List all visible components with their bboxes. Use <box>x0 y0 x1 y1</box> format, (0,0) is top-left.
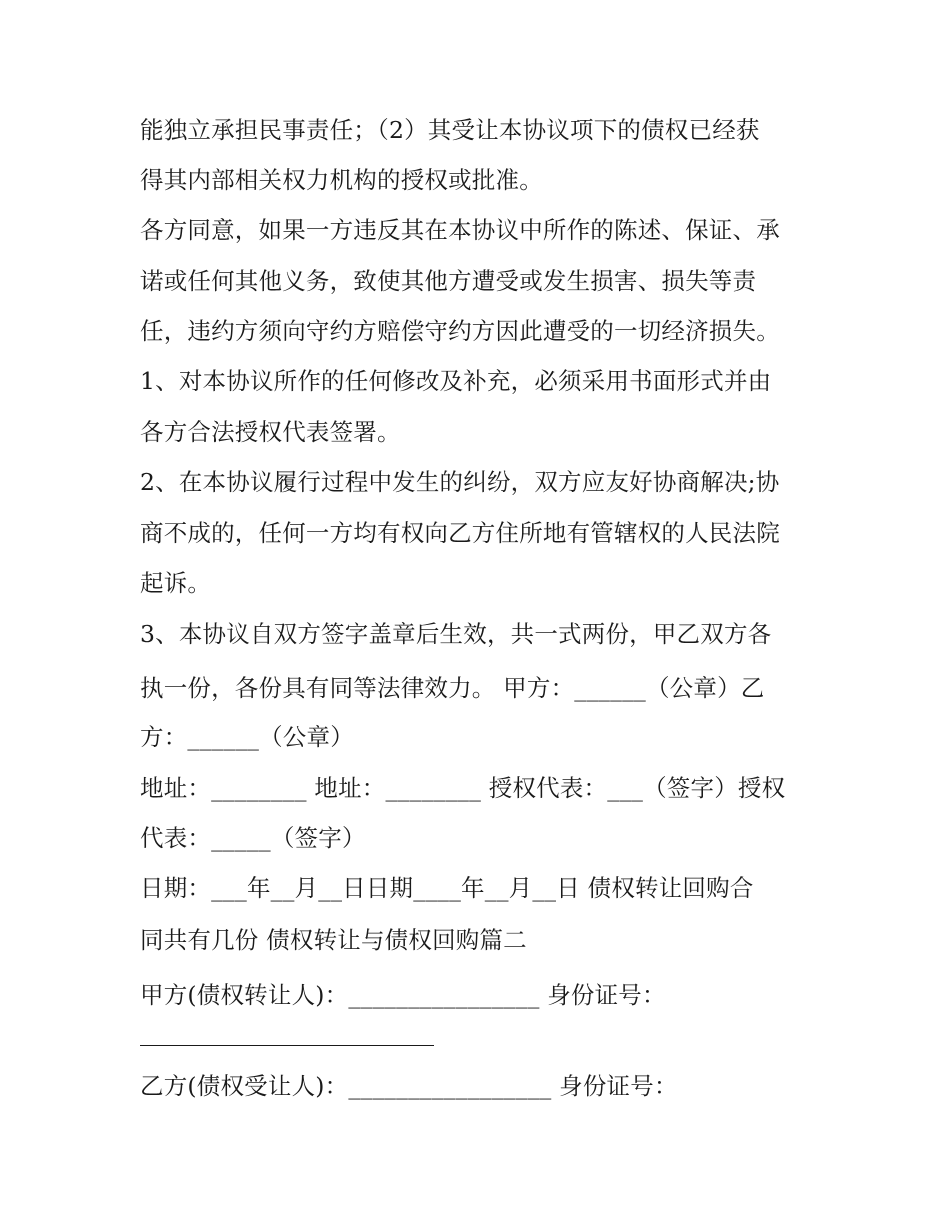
paragraph-line: 商不成的，任何一方均有权向乙方住所地有管辖权的人民法院 <box>140 519 780 547</box>
paragraph-line: 甲方(债权转让人)：________________ 身份证号： <box>140 981 666 1009</box>
paragraph-line: 各方合法授权代表签署。 <box>140 418 401 446</box>
paragraph-line: 2、在本协议履行过程中发生的纠纷，双方应友好协商解决;协 <box>140 468 780 496</box>
paragraph-line: 任，违约方须向守约方赔偿守约方因此遭受的一切经济损失。 <box>140 317 780 345</box>
paragraph-line: 代表：_____（签字） <box>140 824 366 852</box>
paragraph-line: 能独立承担民事责任；（2）其受让本协议项下的债权已经获 <box>140 116 760 144</box>
paragraph-line: 起诉。 <box>140 569 212 597</box>
paragraph-line: 日期：___年__月__日日期____年__月__日 债权转让回购合 <box>140 874 754 902</box>
paragraph-line: 3、本协议自双方签字盖章后生效，共一式两份，甲乙双方各 <box>140 620 772 648</box>
paragraph-line: 同共有几份 债权转让与债权回购篇二 <box>140 926 527 954</box>
blank-underline <box>140 1045 434 1046</box>
paragraph-line: 得其内部相关权力机构的授权或批准。 <box>140 166 543 194</box>
paragraph-line: 诺或任何其他义务，致使其他方遭受或发生损害、损失等责 <box>140 267 757 295</box>
paragraph-line: 地址：________ 地址：________ 授权代表：___（签字）授权 <box>140 774 786 802</box>
paragraph-line: 各方同意，如果一方违反其在本协议中所作的陈述、保证、承 <box>140 216 780 244</box>
paragraph-line: 执一份，各份具有同等法律效力。 甲方：______（公章）乙 <box>140 674 765 702</box>
paragraph-line: 1、对本协议所作的任何修改及补充，必须采用书面形式并由 <box>140 367 772 395</box>
paragraph-line: 方：______（公章） <box>140 723 354 751</box>
paragraph-line: 乙方(债权受让人)：_________________ 身份证号： <box>140 1072 678 1100</box>
